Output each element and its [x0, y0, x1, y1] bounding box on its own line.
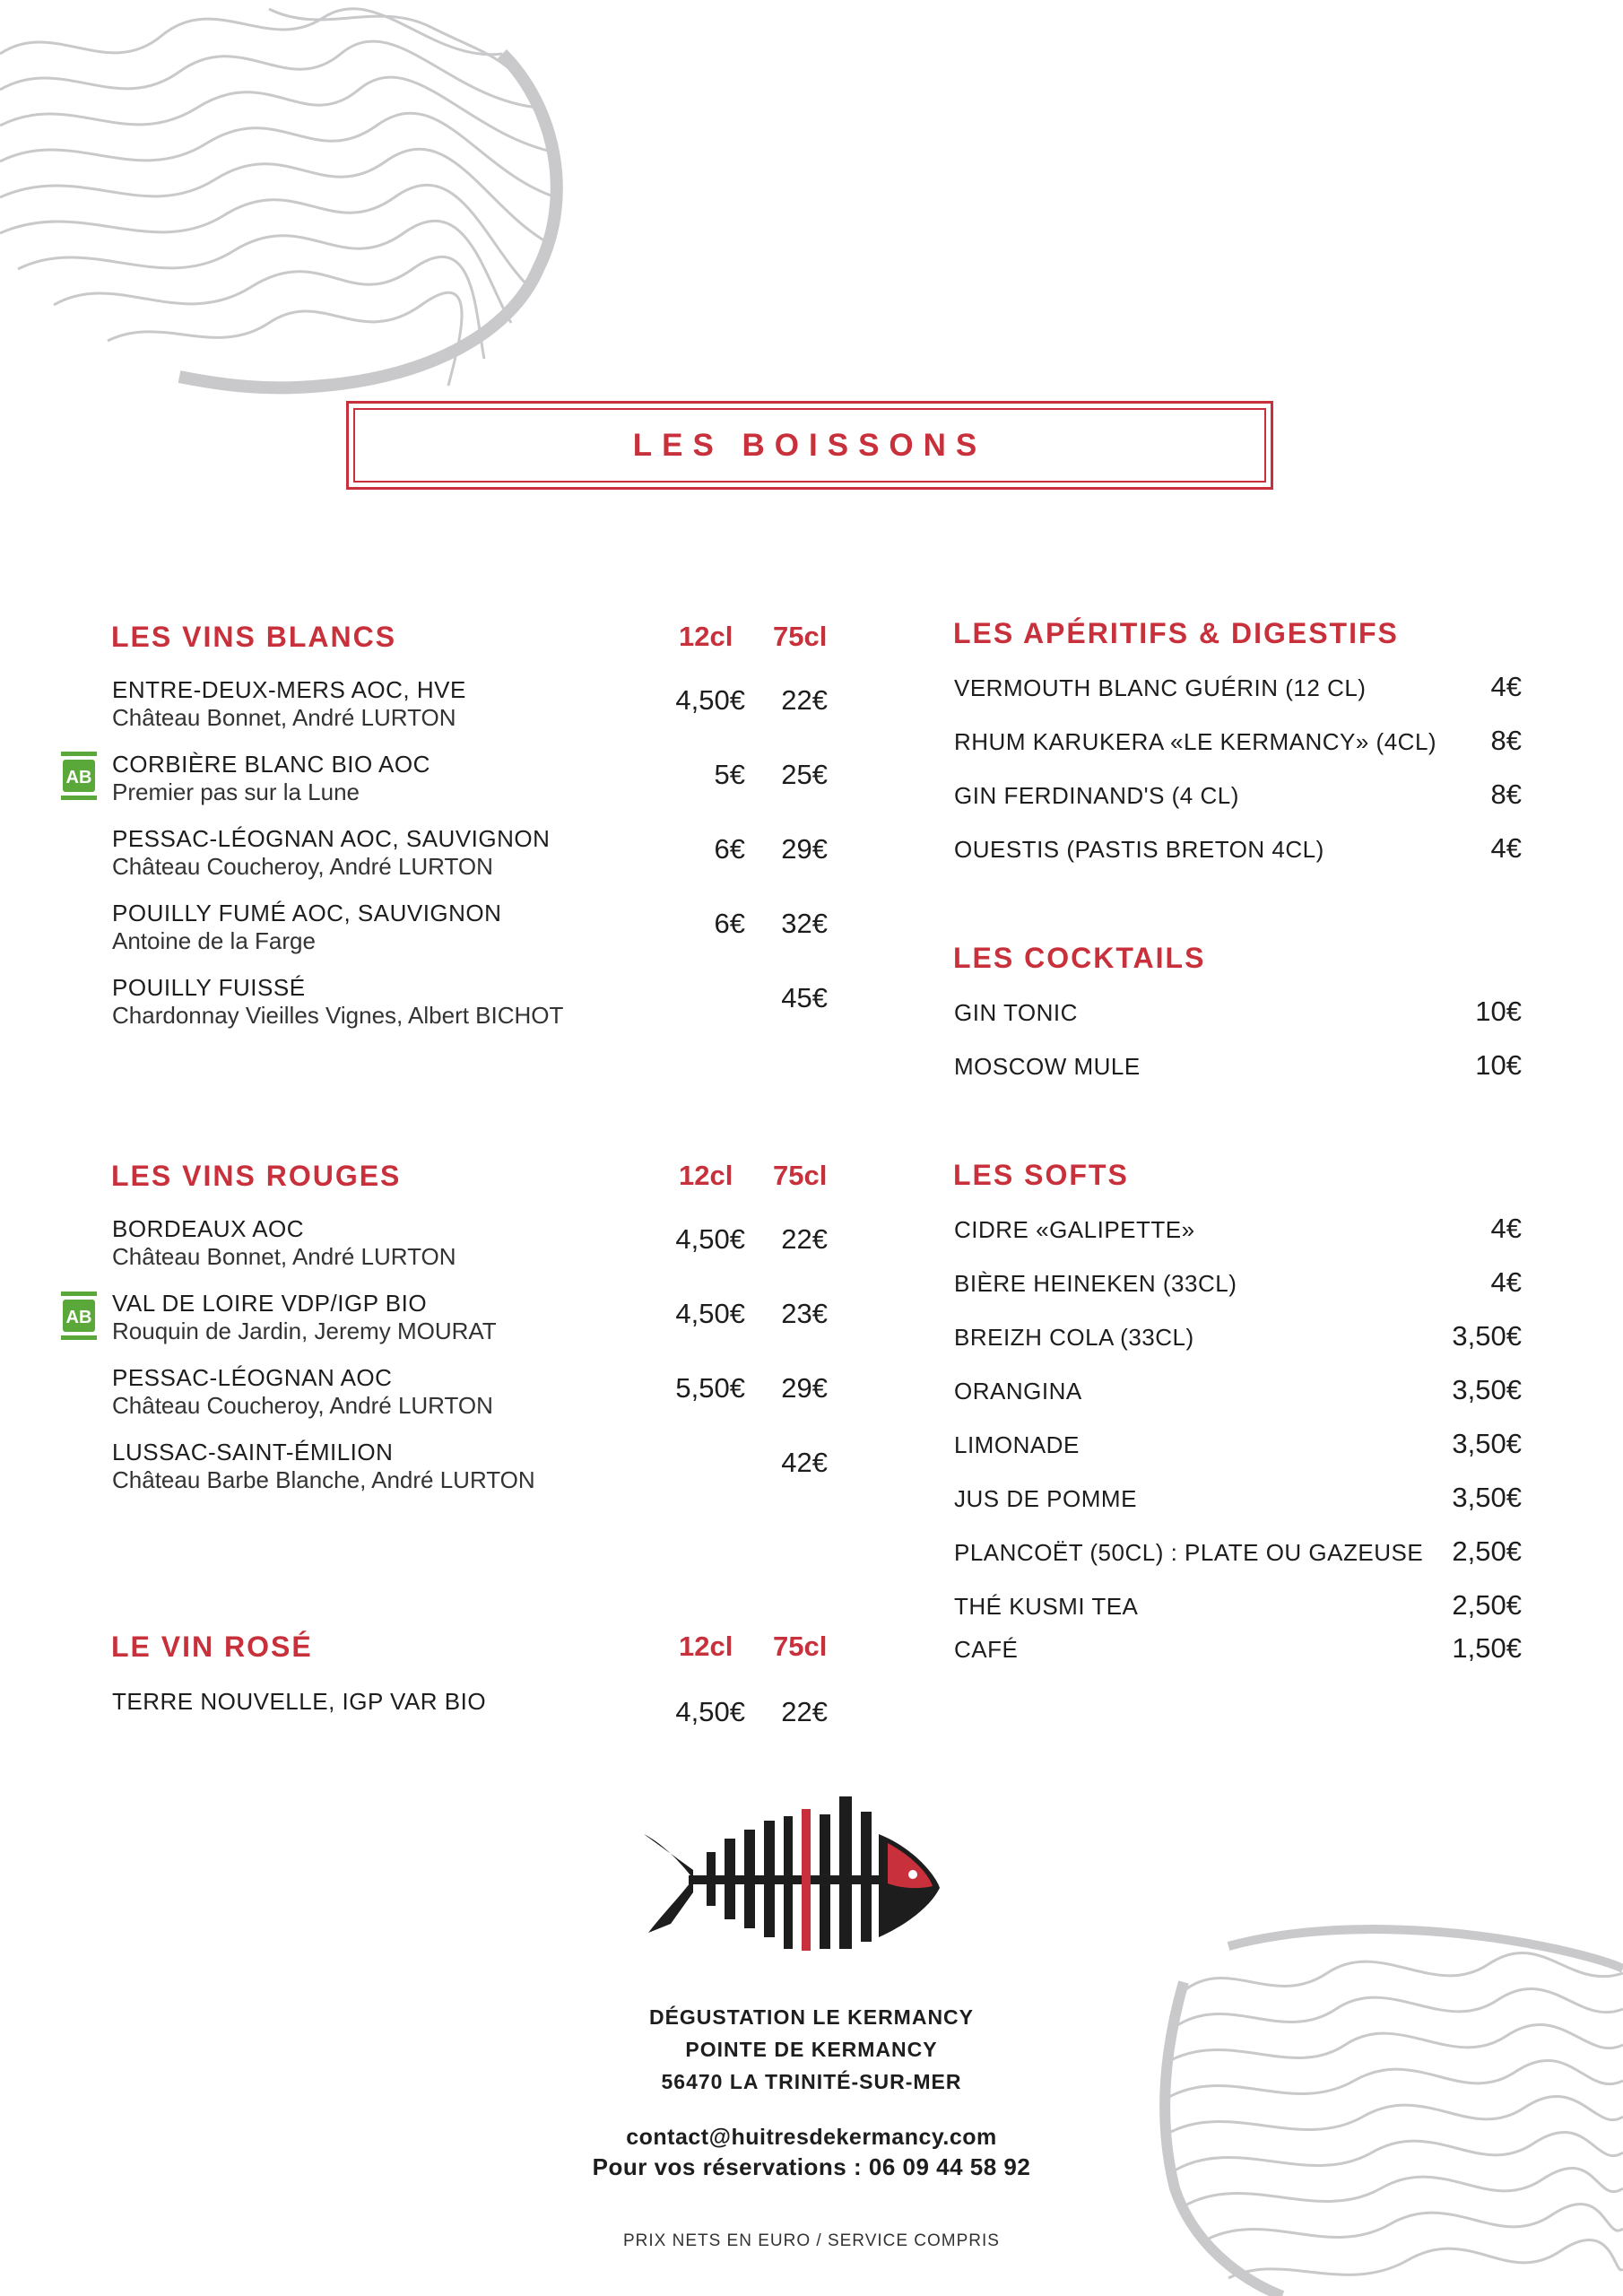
wine-name: ENTRE-DEUX-MERS AOC, HVE [112, 676, 466, 703]
wine-producer: Chardonnay Vieilles Vignes, Albert BICHOT [112, 1002, 564, 1029]
drink-name: JUS DE POMME [954, 1485, 1137, 1512]
wine-name: TERRE NOUVELLE, IGP VAR BIO [112, 1688, 487, 1715]
price-12cl: 4,50€ [675, 1696, 745, 1727]
drink-price: 3,50€ [1452, 1374, 1522, 1405]
wine-name: VAL DE LOIRE VDP/IGP BIO [112, 1290, 428, 1317]
price-12cl: 5,50€ [675, 1372, 745, 1404]
drink-price: 4€ [1490, 1266, 1522, 1298]
price-75cl: 23€ [781, 1298, 828, 1329]
drink-price: 10€ [1475, 1049, 1522, 1081]
column-header-75cl: 75cl [773, 1160, 828, 1191]
price-75cl: 29€ [781, 1372, 828, 1404]
price-12cl: 4,50€ [675, 684, 745, 716]
drink-price: 2,50€ [1452, 1589, 1522, 1621]
page-title: LES BOISSONS [632, 427, 987, 463]
drink-price: 4€ [1490, 832, 1522, 864]
drink-name: THÉ KUSMI TEA [954, 1593, 1139, 1620]
price-75cl: 25€ [781, 759, 828, 790]
price-12cl: 4,50€ [675, 1223, 745, 1255]
section-title-vins-rouges: LES VINS ROUGES [111, 1160, 402, 1192]
wine-producer: Château Coucheroy, André LURTON [112, 1392, 493, 1419]
wine-item [112, 1215, 632, 1271]
wine-name: LUSSAC-SAINT-ÉMILION [112, 1439, 394, 1465]
section-title-cocktails: LES COCKTAILS [953, 942, 1206, 974]
drink-price: 3,50€ [1452, 1320, 1522, 1352]
price-12cl: 6€ [714, 833, 745, 865]
footer-phone: Pour vos réservations : 06 09 44 58 92 [592, 2153, 1031, 2180]
wine-name: POUILLY FUMÉ AOC, SAUVIGNON [112, 900, 502, 926]
drink-price: 3,50€ [1452, 1428, 1522, 1459]
fish-skeleton-logo [644, 1789, 940, 1973]
wine-name: CORBIÈRE BLANC BIO AOC [112, 751, 430, 778]
column-header-12cl: 12cl [679, 1160, 733, 1191]
oyster-shell-decoration-top [0, 0, 574, 395]
wine-item [112, 974, 632, 1030]
wine-producer: Premier pas sur la Lune [112, 778, 360, 805]
drink-name: CAFÉ [954, 1636, 1019, 1663]
drink-name: GIN TONIC [954, 999, 1078, 1026]
ab-logo-text: AB [65, 768, 92, 787]
price-75cl: 22€ [781, 1223, 828, 1255]
wine-name: PESSAC-LÉOGNAN AOC [112, 1364, 393, 1391]
wine-item [112, 1688, 632, 1716]
wine-producer: Château Bonnet, André LURTON [112, 1243, 456, 1270]
wine-producer: Antoine de la Farge [112, 927, 316, 954]
wine-item [112, 825, 632, 881]
price-75cl: 32€ [781, 908, 828, 939]
price-75cl: 29€ [781, 833, 828, 865]
drink-price: 4€ [1490, 1213, 1522, 1244]
price-12cl: 5€ [714, 759, 745, 790]
footer-email: contact@huitresdekermancy.com [626, 2125, 997, 2150]
drink-name: ORANGINA [954, 1378, 1082, 1405]
wine-item [112, 1364, 632, 1420]
drink-price: 2,50€ [1452, 1535, 1522, 1567]
price-12cl: 6€ [714, 908, 745, 939]
drink-name: RHUM KARUKERA «LE KERMANCY» (4CL) [954, 728, 1437, 755]
footer-price-note: PRIX NETS EN EURO / SERVICE COMPRIS [622, 2231, 1000, 2250]
drink-name: GIN FERDINAND'S (4 CL) [954, 782, 1239, 809]
drink-name: PLANCOËT (50CL) : PLATE OU GAZEUSE [954, 1539, 1424, 1566]
wine-producer: Rouquin de Jardin, Jeremy MOURAT [112, 1318, 497, 1344]
section-title-vins-blancs: LES VINS BLANCS [111, 621, 397, 653]
drink-name: MOSCOW MULE [954, 1053, 1141, 1080]
drink-name: CIDRE «GALIPETTE» [954, 1216, 1195, 1243]
organic-ab-logo [61, 1292, 97, 1342]
wine-item [112, 676, 632, 732]
drink-name: BREIZH COLA (33CL) [954, 1324, 1194, 1351]
wine-item [112, 1290, 632, 1345]
drink-price: 3,50€ [1452, 1482, 1522, 1513]
price-75cl: 22€ [781, 684, 828, 716]
drink-name: LIMONADE [954, 1431, 1080, 1458]
wine-name: POUILLY FUISSÉ [112, 974, 306, 1001]
ab-logo-text: AB [65, 1308, 92, 1327]
organic-ab-logo [61, 752, 97, 802]
drink-name: OUESTIS (PASTIS BRETON 4CL) [954, 836, 1324, 863]
section-title-softs: LES SOFTS [953, 1159, 1129, 1191]
column-header-12cl: 12cl [679, 1631, 733, 1662]
drink-name: BIÈRE HEINEKEN (33CL) [954, 1270, 1237, 1297]
wine-item [112, 900, 632, 955]
drink-price: 10€ [1475, 996, 1522, 1027]
drink-price: 1,50€ [1452, 1632, 1522, 1664]
wine-producer: Château Bonnet, André LURTON [112, 704, 456, 731]
price-75cl: 22€ [781, 1696, 828, 1727]
footer-business-name: DÉGUSTATION LE KERMANCY [648, 2005, 975, 2029]
wine-item [112, 751, 632, 806]
wine-name: PESSAC-LÉOGNAN AOC, SAUVIGNON [112, 825, 551, 852]
drink-name: VERMOUTH BLANC GUÉRIN (12 CL) [954, 674, 1367, 701]
footer-address-line: POINTE DE KERMANCY [685, 2038, 938, 2061]
section-title-aperitifs: LES APÉRITIFS & DIGESTIFS [953, 617, 1399, 649]
price-75cl: 45€ [781, 982, 828, 1013]
wine-producer: Château Barbe Blanche, André LURTON [112, 1466, 535, 1493]
section-title-vin-rose: LE VIN ROSÉ [111, 1631, 313, 1663]
drink-price: 8€ [1490, 778, 1522, 810]
column-header-75cl: 75cl [773, 1631, 828, 1662]
drink-price: 4€ [1490, 671, 1522, 702]
wine-item [112, 1439, 632, 1494]
column-header-12cl: 12cl [679, 621, 733, 652]
price-75cl: 42€ [781, 1447, 828, 1478]
wine-producer: Château Coucheroy, André LURTON [112, 853, 493, 880]
page-title-box [346, 401, 1273, 490]
wine-name: BORDEAUX AOC [112, 1215, 305, 1242]
column-header-75cl: 75cl [773, 621, 828, 652]
footer-city-line: 56470 LA TRINITÉ-SUR-MER [661, 2070, 962, 2093]
price-12cl: 4,50€ [675, 1298, 745, 1329]
drink-price: 8€ [1490, 725, 1522, 756]
